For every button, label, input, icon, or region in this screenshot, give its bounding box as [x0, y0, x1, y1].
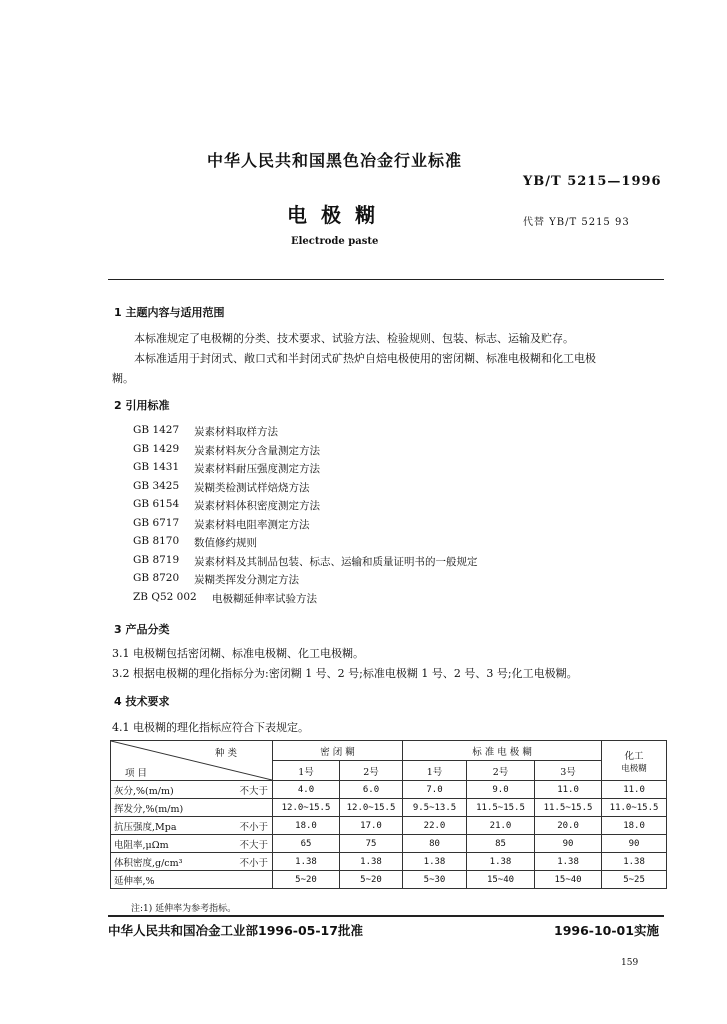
- reference-code: GB 3425: [133, 480, 180, 492]
- section-4-heading: 4 技术要求: [114, 695, 170, 708]
- reference-title: 炭糊类检测试样焙烧方法: [194, 482, 310, 494]
- standard-number: YB/T 5215—1996: [523, 174, 662, 189]
- standard-category-heading: 中华人民共和国黑色冶金行业标准: [207, 151, 463, 170]
- implementation-date: 1996-10-01实施: [554, 923, 659, 938]
- limit-condition: 不大于: [239, 840, 268, 851]
- property-name: 体积密度,g/cm³: [114, 857, 183, 869]
- section-1-heading: 1 主题内容与适用范围: [114, 306, 225, 319]
- property-name: 挥发分,%(m/m): [114, 803, 184, 815]
- grade-subheader: 2号: [340, 761, 403, 781]
- limit-condition: 不大于: [239, 786, 268, 797]
- corner-item-label: 项 目: [125, 768, 148, 779]
- value-cell: 90: [602, 835, 667, 853]
- grade-subheader: 3号: [535, 761, 602, 781]
- reference-code: GB 8170: [133, 535, 180, 547]
- value-cell: 85: [467, 835, 535, 853]
- section-3-1: 3.1 电极糊包括密闭糊、标准电极糊、化工电极糊。: [112, 647, 364, 660]
- property-cell: [111, 853, 273, 871]
- grade-subheader: 1号: [403, 761, 467, 781]
- footer-rule: [108, 915, 664, 917]
- reference-code: GB 1427: [133, 424, 180, 436]
- sealed-paste-header: 密 闭 糊: [273, 741, 403, 761]
- reference-code: GB 1429: [133, 443, 180, 455]
- section-1-paragraph-1: 本标准规定了电极糊的分类、技术要求、试验方法、检验规则、包装、标志、运输及贮存。: [134, 332, 574, 345]
- approval-line: 中华人民共和国冶金工业部1996-05-17批准: [108, 923, 363, 938]
- reference-title: 炭素材料及其制品包装、标志、运输和质量证明书的一般规定: [194, 556, 478, 568]
- property-name: 抗压强度,Mpa: [114, 821, 177, 833]
- value-cell: 80: [403, 835, 467, 853]
- property-cell: [111, 835, 273, 853]
- table-row: [111, 781, 667, 799]
- value-cell: 11.0: [602, 781, 667, 799]
- corner-category-label: 种 类: [215, 748, 238, 759]
- table-note: 注:1) 延伸率为参考指标。: [131, 904, 237, 914]
- reference-title: 炭糊类挥发分测定方法: [194, 574, 299, 586]
- property-cell: [111, 799, 273, 817]
- section-1-paragraph-2: 本标准适用于封闭式、敞口式和半封闭式矿热炉自焙电极使用的密闭糊、标准电极糊和化工电极: [134, 352, 596, 365]
- reference-code: GB 8719: [133, 554, 180, 566]
- value-cell: 18.0: [273, 817, 340, 835]
- value-cell: 18.0: [602, 817, 667, 835]
- page-number: 159: [621, 958, 639, 968]
- value-cell: 7.0: [403, 781, 467, 799]
- value-cell: 11.0~15.5: [602, 799, 667, 817]
- value-cell: 11.5~15.5: [535, 799, 602, 817]
- value-cell: 65: [273, 835, 340, 853]
- reference-code: ZB Q52 002: [133, 591, 197, 603]
- reference-title: 炭素材料体积密度测定方法: [194, 500, 320, 512]
- value-cell: 75: [340, 835, 403, 853]
- value-cell: 22.0: [403, 817, 467, 835]
- value-cell: 5~25: [602, 871, 667, 889]
- section-2-heading: 2 引用标准: [114, 399, 170, 412]
- property-cell: [111, 871, 273, 889]
- value-cell: 12.0~15.5: [340, 799, 403, 817]
- reference-code: GB 8720: [133, 572, 180, 584]
- table-row: [111, 817, 667, 835]
- value-cell: 20.0: [535, 817, 602, 835]
- value-cell: 1.38: [535, 853, 602, 871]
- value-cell: 15~40: [535, 871, 602, 889]
- value-cell: 1.38: [340, 853, 403, 871]
- header-rule: [108, 279, 664, 280]
- value-cell: 12.0~15.5: [273, 799, 340, 817]
- reference-title: 炭素材料灰分含量测定方法: [194, 445, 320, 457]
- property-name: 灰分,%(m/m): [114, 785, 174, 797]
- value-cell: 1.38: [602, 853, 667, 871]
- limit-condition: 不小于: [239, 858, 268, 869]
- reference-title: 数值修约规则: [194, 537, 257, 549]
- limit-condition: 不小于: [239, 822, 268, 833]
- value-cell: 11.5~15.5: [467, 799, 535, 817]
- section-1-paragraph-2-cont: 糊。: [112, 372, 134, 385]
- table-row: [111, 835, 667, 853]
- value-cell: 21.0: [467, 817, 535, 835]
- specification-table: [110, 740, 667, 889]
- standard-paste-header: 标 准 电 极 糊: [403, 741, 602, 761]
- value-cell: 17.0: [340, 817, 403, 835]
- value-cell: 15~40: [467, 871, 535, 889]
- reference-code: GB 1431: [133, 461, 180, 473]
- section-3-heading: 3 产品分类: [114, 623, 170, 636]
- value-cell: 9.5~13.5: [403, 799, 467, 817]
- reference-code: GB 6717: [133, 517, 180, 529]
- reference-title: 炭素材料取样方法: [194, 426, 278, 438]
- table-header-row: [111, 741, 667, 761]
- section-3-2: 3.2 根据电极糊的理化指标分为:密闭糊 1 号、2 号;标准电极糊 1 号、2 号、3 号;化工电极糊。: [112, 667, 578, 680]
- reference-title: 炭素材料电阻率测定方法: [194, 519, 310, 531]
- chemical-paste-header: [602, 741, 667, 781]
- value-cell: 5~20: [273, 871, 340, 889]
- value-cell: 4.0: [273, 781, 340, 799]
- document-title: 电极糊: [287, 203, 389, 227]
- property-cell: [111, 817, 273, 835]
- chemical-paste-header-line2: 电极糊: [621, 763, 647, 774]
- chemical-paste-header-line1: 化工: [624, 750, 644, 762]
- property-name: 延伸率,%: [114, 875, 155, 887]
- english-title: Electrode paste: [291, 236, 379, 247]
- value-cell: 6.0: [340, 781, 403, 799]
- value-cell: 1.38: [273, 853, 340, 871]
- reference-title: 电极糊延伸率试验方法: [212, 593, 317, 605]
- reference-title: 炭素材料耐压强度测定方法: [194, 463, 320, 475]
- value-cell: 9.0: [467, 781, 535, 799]
- replaces-standard: 代替 YB/T 5215 93: [523, 217, 630, 228]
- value-cell: 11.0: [535, 781, 602, 799]
- grade-subheader: 1号: [273, 761, 340, 781]
- value-cell: 1.38: [467, 853, 535, 871]
- value-cell: 90: [535, 835, 602, 853]
- table-row: [111, 799, 667, 817]
- table-row: [111, 871, 667, 889]
- table-corner-cell: [111, 741, 273, 781]
- property-name: 电阻率,μΩm: [114, 839, 169, 851]
- value-cell: 5~30: [403, 871, 467, 889]
- value-cell: 5~20: [340, 871, 403, 889]
- property-cell: [111, 781, 273, 799]
- section-4-1: 4.1 电极糊的理化指标应符合下表规定。: [112, 721, 309, 734]
- table-row: [111, 853, 667, 871]
- value-cell: 1.38: [403, 853, 467, 871]
- grade-subheader: 2号: [467, 761, 535, 781]
- reference-code: GB 6154: [133, 498, 180, 510]
